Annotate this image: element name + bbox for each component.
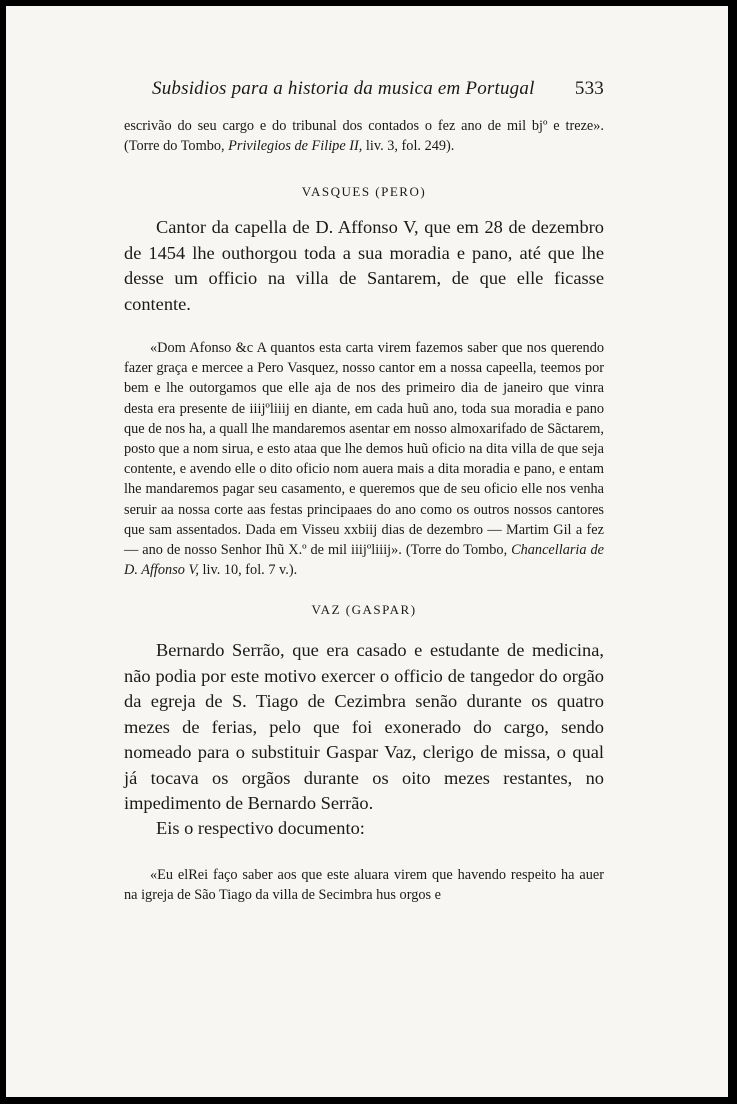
vasques-quote-citation: liv. 10, fol. 7 v.).	[198, 562, 298, 579]
running-title: Subsidios para a historia da musica em Portugal	[152, 78, 535, 99]
scanned-page	[6, 6, 728, 1097]
vasques-body: Cantor da capella de D. Affonso V, que em 28 de dezembro de 1454 lhe outhorgou toda a sua moradia e pano, até que lhe desse um officio na villa de Santarem, de que elle ficasse contente.	[124, 217, 604, 314]
vasques-quote-source-title: Chancellaria de D. Affonso V,	[124, 542, 604, 579]
page-number: 533	[574, 78, 604, 99]
page-content	[124, 78, 604, 905]
running-header	[124, 78, 604, 100]
continuation-citation: liv. 3, fol. 249).	[362, 138, 455, 155]
continuation-paragraph	[124, 116, 604, 156]
vaz-body: Bernardo Serrão, que era casado e estudante de medicina, não podia por este motivo exercer o officio de tangedor do orgão da egreja de S. Tiago de Cezimbra senão durante os quatro mezes de ferias, pelo que foi exonerado do cargo, sendo nomeado para o substituir Gaspar Vaz, clerigo de missa, o qual já tocava os orgãos durante os oito mezes restantes, no impedimento de Bernardo Serrão.	[124, 640, 604, 813]
vaz-document-intro: Eis o respectivo documento:	[156, 818, 365, 839]
vaz-quote: «Eu elRei faço saber aos que este aluara virem que havendo respeito ha auer na igreja de São Tiago da villa de Secimbra hus orgos e	[124, 866, 604, 903]
continuation-source-title: Privilegios de Filipe II,	[228, 138, 363, 155]
vasques-quote	[124, 338, 604, 580]
continuation-text: escrivão do seu cargo e do tribunal dos contados o fez ano de mil bjº e treze». (Torre do Tombo,	[124, 118, 604, 155]
section-heading-vasques: VASQUES (PERO)	[301, 184, 427, 200]
vasques-quote-text: «Dom Afonso &c A quantos esta carta virem fazemos saber que nos querendo fazer graça e mercee a Pero Vasquez, nosso cantor em a nossa capeella, teemos por bem e lhe outorgamos que elle aja de nos des primeiro dia de janeiro que vinra desta era presente de iiijºliiij en diante, em cada huũ ano, toda sua moradia e pano que de nos ha, a quall lhe mandaremos asentar em nosso almoxarifado de Sãctarem, posto que a nom sirua, e esto ataa que lhe demos huũ oficio na dita villa de que seja contente, e avendo elle o dito oficio nom auera mais a dita moradia e pano, e entam lhe mandaremos pagar seu casamento, e queremos que de seu oficio elle nos venha seruir aa nossa corte aas festas principaaes do ano como os outros nossos cantores que sam assentados. Dada em Visseu xxbiij dias de dezembro — Martim Gil a fez — ano de nosso Senhor Ihũ X.º de mil iiijºliiij». (Torre do Tombo,	[124, 340, 604, 559]
section-heading-vaz: VAZ (GASPAR)	[311, 602, 417, 618]
